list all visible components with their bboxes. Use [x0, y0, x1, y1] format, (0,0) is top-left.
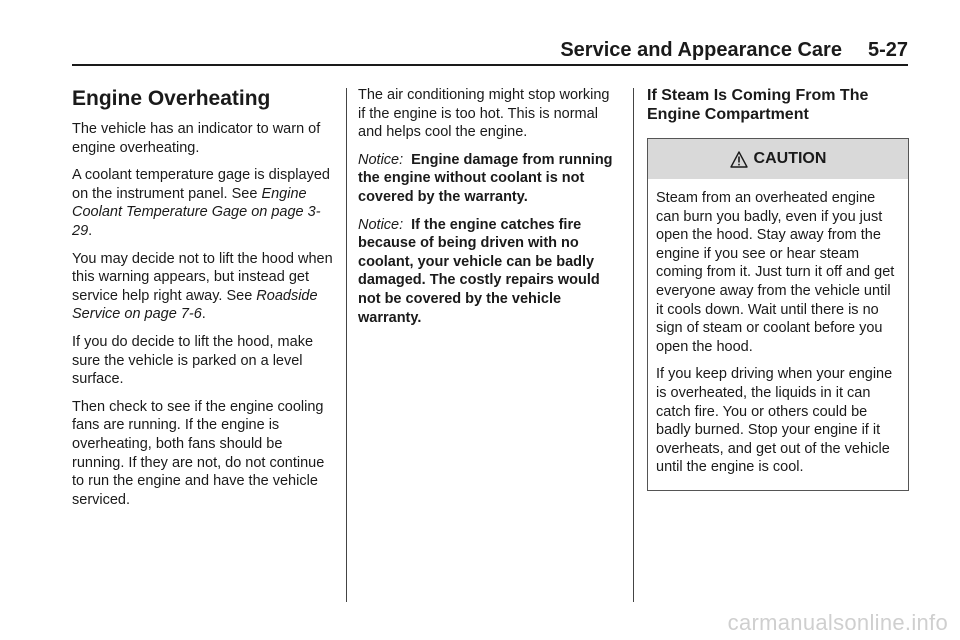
page-header — [72, 36, 908, 66]
paragraph-level-surface: If you do decide to lift the hood, make sure the vehicle is parked on a level surface. — [72, 333, 314, 388]
column-divider-2 — [633, 88, 634, 602]
caution-title: CAUTION — [753, 150, 827, 167]
paragraph-cooling-fans: Then check to see if the engine cooling fans are running. If the engine is overheating, both fans should be running. If they are not, do not continue to run the engine and have the vehicle serviced. — [72, 398, 325, 508]
paragraph-gage — [72, 166, 334, 240]
caution-box — [647, 138, 909, 491]
steam-heading: If Steam Is Coming From The Engine Compartment — [647, 87, 869, 123]
paragraph-air-conditioning: The air conditioning might stop working if the engine is too hot. This is normal and helps cool the engine. — [358, 87, 610, 141]
notice-body: Engine damage from running the engine without coolant is not covered by the warranty. — [358, 151, 613, 205]
watermark: carmanualsonline.info — [727, 610, 948, 635]
paragraph-gage-end: . — [88, 222, 93, 239]
roadside-page-reference: Roadside Service on page 7-6 — [72, 287, 318, 323]
caution-body — [648, 179, 908, 490]
gage-page-reference: Engine Coolant Temperature Gage on page 3-29 — [72, 185, 321, 239]
paragraph-indicator: The vehicle has an indicator to warn of engine overheating. — [72, 121, 321, 156]
column-1 — [72, 86, 334, 518]
caution-paragraph-fire: If you keep driving when your engine is overheated, the liquids in it can catch fire. You or others could be badly burned. Stop your engine if it overheats, and get out of the vehicle until the engine is cool. — [656, 366, 893, 476]
notice-body: If the engine catches fire because of being driven with no coolant, your vehicle can be badly damaged. The costly repairs would not be covered by the vehicle warranty. — [358, 216, 600, 326]
caution-header — [648, 139, 908, 179]
column-divider-1 — [346, 88, 347, 602]
caution-paragraph-steam: Steam from an overheated engine can burn you badly, even if you just open the hood. Stay away from the engine if you see or hear steam coming from it. Just turn it off and get everyone away from the vehicle until it cools down. Wait until there is no sign of steam or coolant before you open the hood. — [656, 190, 895, 355]
column-3 — [647, 86, 909, 491]
notice-label: Notice: — [358, 216, 404, 233]
engine-overheating-heading: Engine Overheating — [72, 87, 271, 110]
paragraph-hood-text: You may decide not to lift the hood when this warning appears, but instead get service help right away. See — [72, 250, 333, 304]
warning-triangle-icon — [730, 151, 748, 168]
notice-label: Notice: — [358, 151, 404, 168]
section-title: Service and Appearance Care — [560, 39, 842, 61]
notice-fire — [358, 216, 620, 328]
paragraph-hood — [72, 250, 334, 324]
notice-warranty — [358, 151, 620, 207]
page-number: 5-27 — [867, 39, 908, 61]
column-2 — [358, 86, 620, 336]
paragraph-hood-end: . — [201, 306, 206, 323]
paragraph-gage-text: A coolant temperature gage is displayed on the instrument panel. See — [72, 167, 330, 202]
